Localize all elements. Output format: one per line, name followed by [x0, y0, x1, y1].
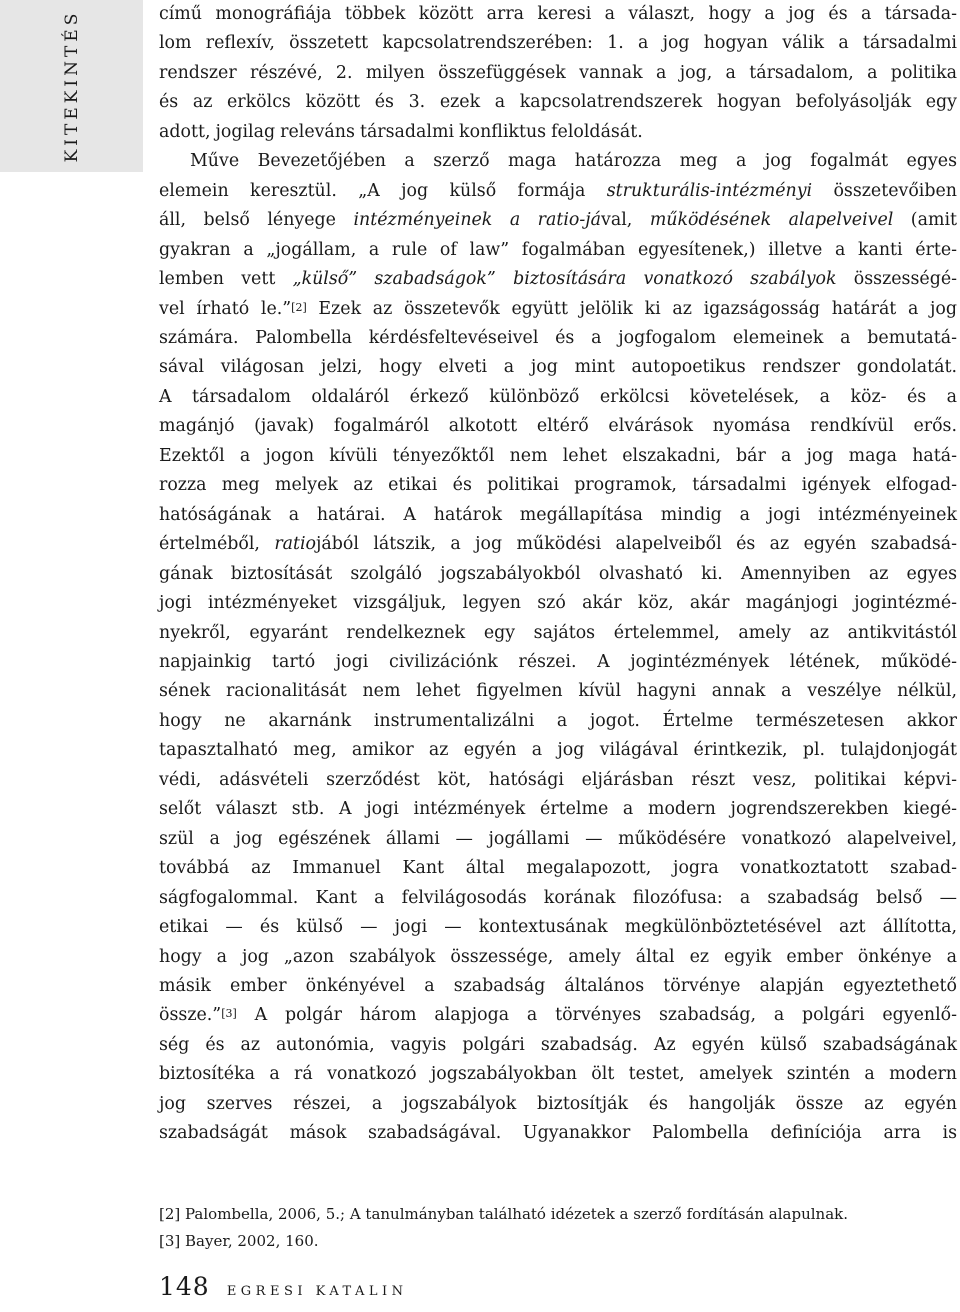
text-line: Ezektől a jogon kívüli tényezőktől nem lehet elszakadni, bár a jog maga hatá-	[159, 445, 957, 466]
body-text	[159, 0, 957, 1149]
text-line: értelméből, ratiojából látszik, a jog működési alapelveiből és az egyén szabadsá-	[159, 534, 958, 555]
text-line: vel írható le.”[2] Ezek az összetevők együtt jelölik ki az igazságosság határát a jog	[159, 298, 957, 319]
text-line: továbbá az Immanuel Kant által megalapozott, jogra vonatkoztatott szabad-	[159, 858, 957, 879]
text-line: rendszer részévé, 2. milyen összefüggések vannak a jog, a társadalom, a politika	[159, 62, 957, 83]
footnotes	[159, 1201, 848, 1255]
text-line: másik ember önkényével a szabadság általános törvénye alapján egyeztethető	[159, 975, 957, 996]
footnote: [2] Palombella, 2006, 5.; A tanulmányban található idézetek a szerző fordításán alapulnak.	[159, 1205, 849, 1223]
text-line: című monográfiája többek között arra keresi a választ, hogy a jog és a társada-	[159, 4, 957, 24]
text-line: ség és az autonómia, vagyis polgári szabadság. Az egyén külső szabadságának	[159, 1034, 957, 1055]
text-line: össze.”[3] A polgár három alapjoga a törvényes szabadság, a polgári egyenlő-	[159, 1005, 957, 1026]
text-line: elemein keresztül. „A jog külső formája strukturális-intézményi összetevőiben	[159, 180, 957, 201]
text-line: etikai — és külső — jogi — kontextusának megkülönböztetésével azt állította,	[159, 917, 957, 938]
section-tab	[0, 0, 143, 172]
text-line: védi, adásvételi szerződést köt, hatósági eljárásban részt vesz, politikai képvi-	[159, 769, 957, 790]
text-line: szabadságát mások szabadságával. Ugyanakkor Palombella definíciója arra is	[159, 1123, 957, 1144]
text-line: napjainkig tartó jogi civilizációnk részei. A jogintézmények létének, működé-	[159, 651, 957, 672]
text-line: szül a jog egészének állami — jogállami — működésére vonatkozó alapelveivel,	[159, 828, 957, 849]
page-number: 148	[159, 1272, 210, 1301]
text-line: selőt választ stb. A jogi intézmények értelme a modern jogrendszerekben kiegé-	[159, 799, 957, 820]
author-name: EGRESI KATALIN	[226, 1284, 408, 1299]
text-line: jogi intézményeket vizsgáljuk, legyen szó akár köz, akár magánjogi jogintézmé-	[159, 593, 957, 614]
text-line: áll, belső lényege intézményeinek a ratio-jával, működésének alapelveivel (amit	[159, 210, 957, 231]
text-line: sének racionalitását nem lehet figyelmen kívül hagyni annak a veszélye nélkül,	[159, 681, 957, 702]
text-line: ságfogalommal. Kant a felvilágosodás korának filozófusa: a szabadság belső —	[159, 887, 957, 908]
text-line: gyakran a „jogállam, a rule of law” fogalmában egyesítenek,) illetve a kanti érte-	[159, 239, 957, 260]
text-line: és az erkölcs között és 3. ezek a kapcsolatrendszerek hogyan befolyásolják egy	[159, 92, 957, 113]
text-line: lemben vett „külső” szabadságok” biztosítására vonatkozó szabályok összességé-	[159, 269, 957, 290]
text-line: számára. Palombella kérdésfeltevéseivel és a jogfogalom elemeinek a bemutatá-	[159, 327, 957, 348]
text-line: tapasztalható meg, amikor az egyén a jog világával érintkezik, pl. tulajdonjogát	[159, 740, 957, 761]
page-footer	[159, 1272, 408, 1312]
text-line: hatóságának a határai. A határok megállapítása mindig a jogi intézményeinek	[159, 504, 957, 525]
text-line: nyekről, egyaránt rendelkeznek egy sajátos értelemmel, amely az antikvitástól	[159, 622, 957, 643]
text-line: magánjó (javak) fogalmáról alkotott eltérő elvárások nyomása rendkívül erős.	[159, 416, 957, 437]
text-line: A társadalom oldaláról érkező különböző erkölcsi követelések, a köz- és a	[159, 386, 957, 407]
text-line: hogy a jog „azon szabályok összessége, amely által ez egyik ember önkénye a	[159, 946, 957, 967]
text-line: gának biztosítását szolgáló jogszabályokból olvasható ki. Amennyiben az egyes	[159, 563, 957, 584]
text-line: hogy ne akarnánk instrumentalizálni a jogot. Értelme természetesen akkor	[159, 710, 957, 731]
text-line: biztosítéka a rá vonatkozó jogszabályokban ölt testet, amelyek szintén a modern	[159, 1064, 957, 1085]
text-line: lom reflexív, összetett kapcsolatrendszerében: 1. a jog hogyan válik a társadalmi	[159, 33, 957, 54]
section-tab-label: KITEKINTÉS	[62, 9, 82, 163]
text-line: adott, jogilag releváns társadalmi konfliktus feloldását.	[159, 121, 643, 142]
footnote: [3] Bayer, 2002, 160.	[159, 1232, 319, 1250]
text-line: rozza meg melyek az etikai és politikai programok, társadalmi igények elfogad-	[159, 475, 957, 496]
text-line: Műve Bevezetőjében a szerző maga határozza meg a jog fogalmát egyes	[190, 151, 957, 172]
text-line: jog szerves részei, a jogszabályok biztosítják és hangolják össze az egyén	[159, 1093, 957, 1114]
text-line: sával világosan jelzi, hogy elveti a jog mint autopoetikus rendszer gondolatát.	[159, 357, 957, 378]
